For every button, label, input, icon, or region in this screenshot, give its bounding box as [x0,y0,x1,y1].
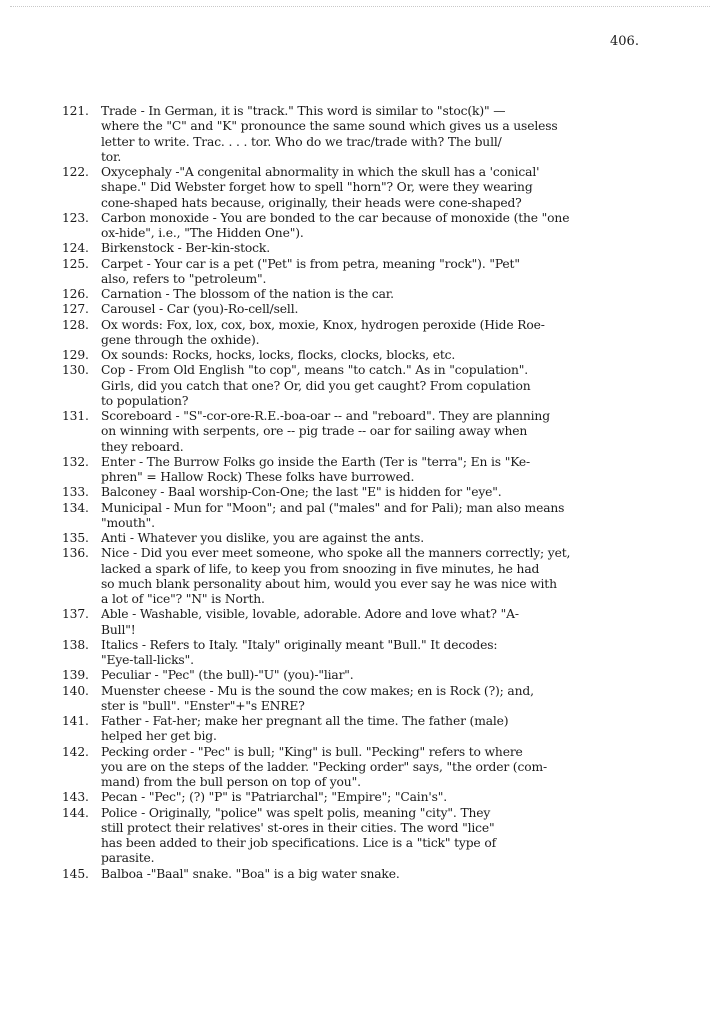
entry-line: Police - Originally, "police" was spelt polis, meaning "city". They [101,805,491,820]
entry-text [101,211,668,242]
entry-number: 125. [62,256,89,271]
entry-number: 143. [62,790,89,805]
entry-line: Cop - From Old English "to cop", means "to catch." As in "copulation". [101,363,529,378]
entry-line: so much blank personality about him, would you ever say he was nice with [101,576,557,591]
entry-item [62,745,668,791]
entry-item [62,684,668,715]
entry-number: 121. [62,104,89,118]
entry-line: lacked a spark of life, to keep you from snoozing in five minutes, he had [101,561,540,576]
entry-text [101,501,668,532]
entry-text [101,531,668,546]
entry-text [101,455,668,486]
entry-text [101,257,668,288]
entry-line: on winning with serpents, ore -- pig trade -- oar for sailing away when [101,424,528,439]
entry-line: Anti - Whatever you dislike, you are against the ants. [101,531,424,545]
entry-item [62,211,668,242]
entry-number: 136. [62,546,89,561]
numbered-entry-list [62,104,668,882]
entry-item [62,638,668,669]
entry-line: Carnation - The blossom of the nation is the car. [101,287,394,301]
entry-line: where the "C" and "K" pronounce the same sound which gives us a useless [101,119,558,134]
entry-line: a lot of "ice"? "N" is North. [101,592,265,606]
entry-number: 138. [62,637,89,652]
entry-number: 123. [62,210,89,225]
entry-line: Balconey - Baal worship-Con-One; the last "E" is hidden for "eye". [101,485,502,500]
entry-line: Italics - Refers to Italy. "Italy" originally meant "Bull." It decodes: [101,637,498,652]
entry-item [62,257,668,288]
entry-line: you are on the steps of the ladder. "Pecking order" says, "the order (com- [101,759,547,774]
entry-text [101,806,668,867]
entry-item [62,318,668,349]
entry-number: 141. [62,714,89,728]
entry-line: Carousel - Car (you)-Ro-cell/sell. [101,302,299,317]
entry-number: 144. [62,805,89,820]
page-number: 406. [610,34,639,49]
entry-text [101,546,668,607]
entry-line: parasite. [101,851,155,866]
entry-item [62,485,668,500]
entry-line: Carpet - Your car is a pet ("Pet" is from petra, meaning "rock"). "Pet" [101,256,520,271]
entry-line: ster is "bull". "Enster"+"s ENRE? [101,698,305,713]
entry-item [62,790,668,805]
entry-line: has been added to their job specifications. Lice is a "tick" type of [101,836,496,850]
entry-item [62,287,668,302]
entry-line: Nice - Did you ever meet someone, who spoke all the manners correctly; yet, [101,546,571,561]
entry-line: Carbon monoxide - You are bonded to the car because of monoxide (the "one [101,210,570,225]
entry-line: still protect their relatives' st-ores in their cities. The word "lice" [101,820,495,835]
entry-number: 131. [62,409,89,423]
entry-line: Enter - The Burrow Folks go inside the Earth (Ter is "terra"; En is "Ke- [101,454,531,469]
entry-text [101,241,668,256]
entry-text [101,867,668,882]
entry-item [62,531,668,546]
entry-text [101,714,668,745]
entry-item [62,409,668,455]
scan-edge-artifact [10,6,710,11]
entry-text [101,287,668,302]
entry-number: 145. [62,866,89,881]
entry-number: 134. [62,500,89,515]
entry-text [101,318,668,349]
entry-line: Ox sounds: Rocks, hocks, locks, flocks, clocks, blocks, etc. [101,348,456,362]
entry-number: 139. [62,668,89,683]
entry-line: shape." Did Webster forget how to spell "horn"? Or, were they wearing [101,180,533,195]
entry-text [101,668,668,683]
entry-line: gene through the oxhide). [101,332,260,347]
entry-text [101,409,668,455]
entry-item [62,363,668,409]
entry-number: 130. [62,363,89,378]
entry-item [62,546,668,607]
entry-text [101,165,668,211]
entry-text [101,104,668,165]
entry-line: Peculiar - "Pec" (the bull)-"U" (you)-"liar". [101,668,354,683]
entry-item [62,806,668,867]
entry-line: mand) from the bull person on top of you". [101,775,361,789]
entry-line: also, refers to "petroleum". [101,271,267,286]
entry-number: 127. [62,302,89,317]
entry-line: Able - Washable, visible, lovable, adorable. Adore and love what? "A- [101,607,519,622]
entry-text [101,348,668,363]
entry-text [101,790,668,805]
entry-item [62,455,668,486]
entry-line: cone-shaped hats because, originally, their heads were cone-shaped? [101,195,522,210]
entry-number: 137. [62,607,89,622]
entry-item [62,714,668,745]
entry-line: Bull"! [101,622,136,637]
entry-line: Muenster cheese - Mu is the sound the cow makes; en is Rock (?); and, [101,683,534,698]
entry-line: phren" = Hallow Rock) These folks have burrowed. [101,470,415,484]
entry-number: 128. [62,317,89,332]
entry-line: Pecking order - "Pec" is bull; "King" is bull. "Pecking" refers to where [101,744,523,759]
entry-item [62,607,668,638]
entry-item [62,104,668,165]
entry-line: to population? [101,393,189,408]
entry-number: 133. [62,485,89,500]
entry-item [62,867,668,882]
entry-line: "mouth". [101,515,155,530]
entry-line: Municipal - Mun for "Moon"; and pal ("males" and for Pali); man also means [101,500,565,515]
entry-line: Ox words: Fox, lox, cox, box, moxie, Knox, hydrogen peroxide (Hide Roe- [101,317,545,332]
entry-text [101,607,668,638]
entry-line: ox-hide", i.e., "The Hidden One"). [101,226,304,240]
entry-number: 140. [62,683,89,698]
entry-item [62,302,668,317]
entry-line: Birkenstock - Ber-kin-stock. [101,241,270,256]
entry-text [101,363,668,409]
entry-text [101,302,668,317]
entry-line: Balboa -"Baal" snake. "Boa" is a big water snake. [101,866,400,881]
entry-line: Pecan - "Pec"; (?) "P" is "Patriarchal"; "Empire"; "Cain's". [101,790,448,805]
entry-item [62,501,668,532]
entry-line: Father - Fat-her; make her pregnant all the time. The father (male) [101,714,509,728]
entry-line: Oxycephaly -"A congenital abnormality in which the skull has a 'conical' [101,165,540,179]
entry-text [101,485,668,500]
entry-number: 135. [62,531,89,545]
entry-text [101,638,668,669]
entry-item [62,348,668,363]
entry-item [62,668,668,683]
entry-line: "Eye-tall-licks". [101,653,194,667]
entry-line: tor. [101,149,122,164]
entry-text [101,745,668,791]
entry-line: Scoreboard - "S"-cor-ore-R.E.-boa-oar -- and "reboard". They are planning [101,409,550,423]
entry-number: 126. [62,287,89,301]
entry-line: Trade - In German, it is "track." This word is similar to "stoc(k)" — [101,104,506,118]
entry-item [62,241,668,256]
entry-line: letter to write. Trac. . . . tor. Who do we trac/trade with? The bull/ [101,134,502,149]
entry-item [62,165,668,211]
entry-number: 122. [62,165,89,179]
entry-number: 129. [62,348,89,362]
entry-line: Girls, did you catch that one? Or, did you get caught? From copulation [101,378,531,393]
entry-number: 124. [62,241,89,256]
entry-line: helped her get big. [101,729,217,744]
entry-number: 142. [62,744,89,759]
entry-text [101,684,668,715]
entry-number: 132. [62,454,89,469]
entry-line: they reboard. [101,439,184,454]
